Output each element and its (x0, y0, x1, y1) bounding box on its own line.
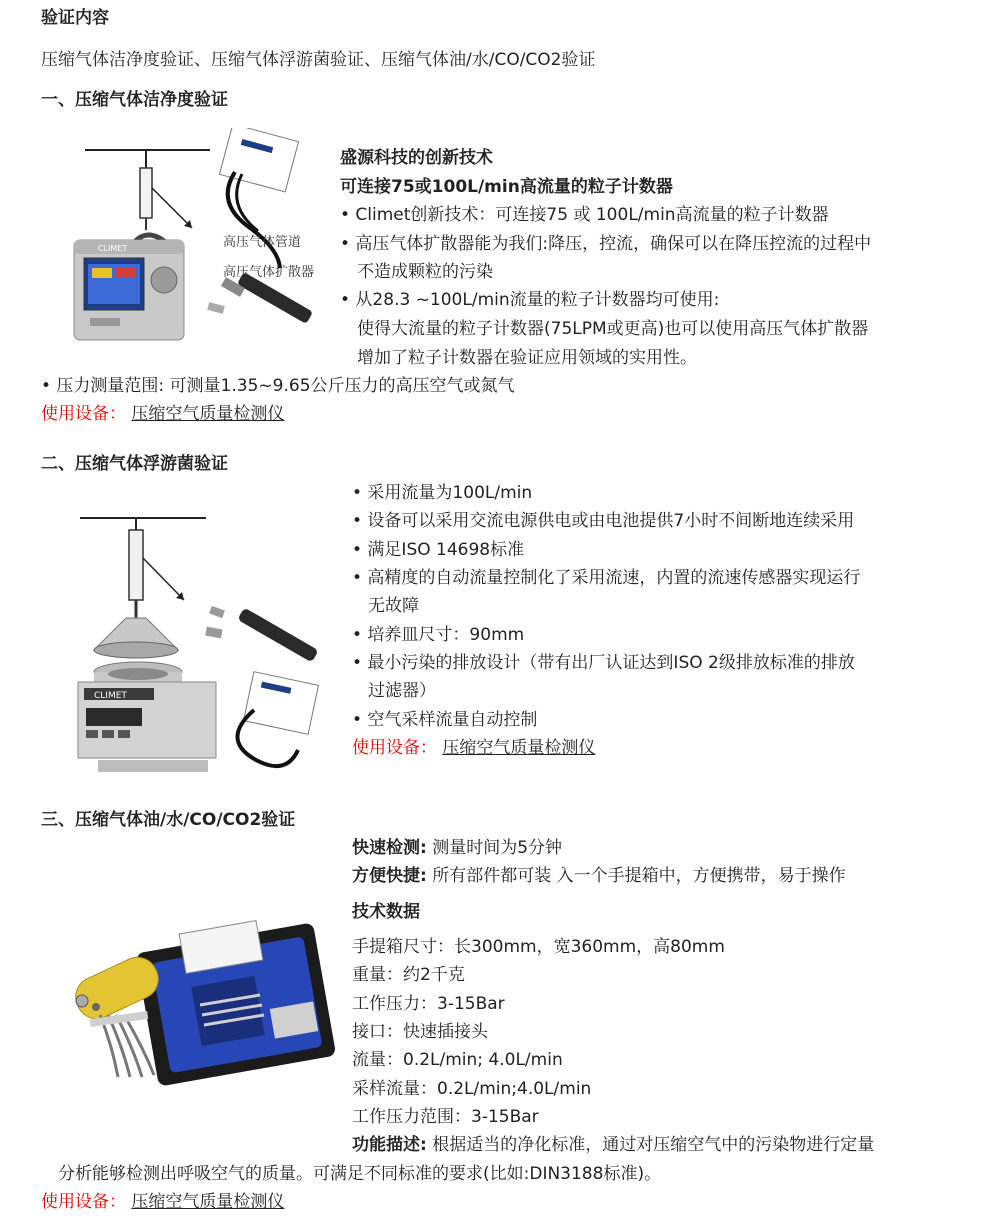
s1-bullet-3-cont1: 使得大流量的粒子计数器(75LPM或更高)也可以使用高压气体扩散器 (357, 319, 869, 339)
s1-bullet-3-cont2: 增加了粒子计数器在验证应用领域的实用性。 (357, 348, 697, 368)
lead-title: 盛源科技的创新技术 (340, 148, 493, 168)
intro-text: 压缩气体洁净度验证、压缩气体浮游菌验证、压缩气体油/水/CO/CO2验证 (41, 50, 596, 70)
spec-interface: 接口：快速插接头 (352, 1022, 488, 1042)
spec-flow: 流量：0.2L/min; 4.0L/min (352, 1050, 563, 1070)
label-diffuser: 高压气体扩散器 (223, 265, 315, 280)
lead-subtitle: 可连接75或100L/min高流量的粒子计数器 (340, 177, 673, 197)
spec-pressure-range: 工作压力范围：3-15Bar (352, 1107, 539, 1127)
function-text-cont: 分析能够检测出呼吸空气的质量。可满足不同标准的要求(比如:DIN3188标准)。 (58, 1164, 662, 1184)
section1-heading: 一、压缩气体洁净度验证 (41, 90, 228, 110)
s1-bullet-2: • 高压气体扩散器能为我们:降压，控流，确保可以在降压控流的过程中 (340, 234, 872, 254)
s2-bullet-6-cont: 过滤器） (368, 681, 436, 701)
s1-bullet-4: • 压力测量范围: 可测量1.35~9.65公斤压力的高压空气或氮气 (41, 376, 515, 396)
s2-equipment-link[interactable]: 压缩空气质量检测仪 (442, 738, 596, 758)
s2-equipment-label: 使用设备： (352, 738, 437, 758)
s1-equipment-label: 使用设备： (41, 404, 126, 424)
s2-bullet-7: • 空气采样流量自动控制 (352, 710, 538, 730)
s2-bullet-3: • 满足ISO 14698标准 (352, 540, 525, 560)
s1-bullet-1: • Climet创新技术：可连接75 或 100L/min高流量的粒子计数器 (340, 205, 829, 225)
convenient-text: 所有部件都可装 入一个手提箱中，方便携带，易于操作 (426, 866, 846, 886)
s2-bullet-4-cont: 无故障 (368, 596, 419, 616)
s3-equipment (41, 1190, 284, 1215)
s1-bullet-3: • 从28.3 ~100L/min流量的粒子计数器均可使用: (340, 290, 720, 310)
section3-heading: 三、压缩气体油/水/CO/CO2验证 (41, 810, 296, 830)
function-label: 功能描述: (352, 1135, 427, 1155)
page-title: 验证内容 (41, 8, 109, 28)
s2-bullet-1: • 采用流量为100L/min (352, 483, 533, 503)
function-line (352, 1133, 874, 1158)
s2-bullet-2: • 设备可以采用交流电源供电或由电池提供7小时不间断地连续采用 (352, 511, 855, 531)
device-logo: CLIMET (98, 244, 128, 253)
s1-equipment-link[interactable]: 压缩空气质量检测仪 (131, 404, 285, 424)
section2-heading: 二、压缩气体浮游菌验证 (41, 454, 228, 474)
s3-equipment-link[interactable]: 压缩空气质量检测仪 (131, 1192, 285, 1212)
oil-water-test-kit-figure (60, 915, 335, 1095)
microbial-sampler-figure (60, 500, 340, 785)
s3-equipment-label: 使用设备： (41, 1192, 126, 1212)
quick-detect-line (352, 836, 562, 861)
convenient-line (352, 864, 846, 889)
label-pipe: 高压气体管道 (223, 235, 302, 250)
spec-working-pressure: 工作压力：3-15Bar (352, 994, 505, 1014)
s2-bullet-5: • 培养皿尺寸：90mm (352, 625, 525, 645)
tech-data-title: 技术数据 (352, 902, 420, 922)
quick-detect-text: 测量时间为5分钟 (426, 838, 563, 858)
spec-sampling-flow: 采样流量：0.2L/min;4.0L/min (352, 1079, 592, 1099)
convenient-label: 方便快捷: (352, 866, 427, 886)
s1-bullet-2-cont: 不造成颗粒的污染 (357, 262, 493, 282)
s2-equipment (352, 736, 595, 761)
s2-bullet-6: • 最小污染的排放设计（带有出厂认证达到ISO 2级排放标准的排放 (352, 653, 855, 673)
s2-bullet-4: • 高精度的自动流量控制化了采用流速，内置的流速传感器实现运行 (352, 568, 861, 588)
quick-detect-label: 快速检测: (352, 838, 427, 858)
s1-equipment (41, 402, 284, 427)
spec-weight: 重量：约2千克 (352, 965, 465, 985)
function-text: 根据适当的净化标准，通过对压缩空气中的污染物进行定量 (426, 1135, 875, 1155)
sampler-logo: CLIMET (94, 691, 127, 701)
particle-counter-figure (60, 128, 340, 358)
spec-case-size: 手提箱尺寸：长300mm，宽360mm，高80mm (352, 937, 725, 957)
